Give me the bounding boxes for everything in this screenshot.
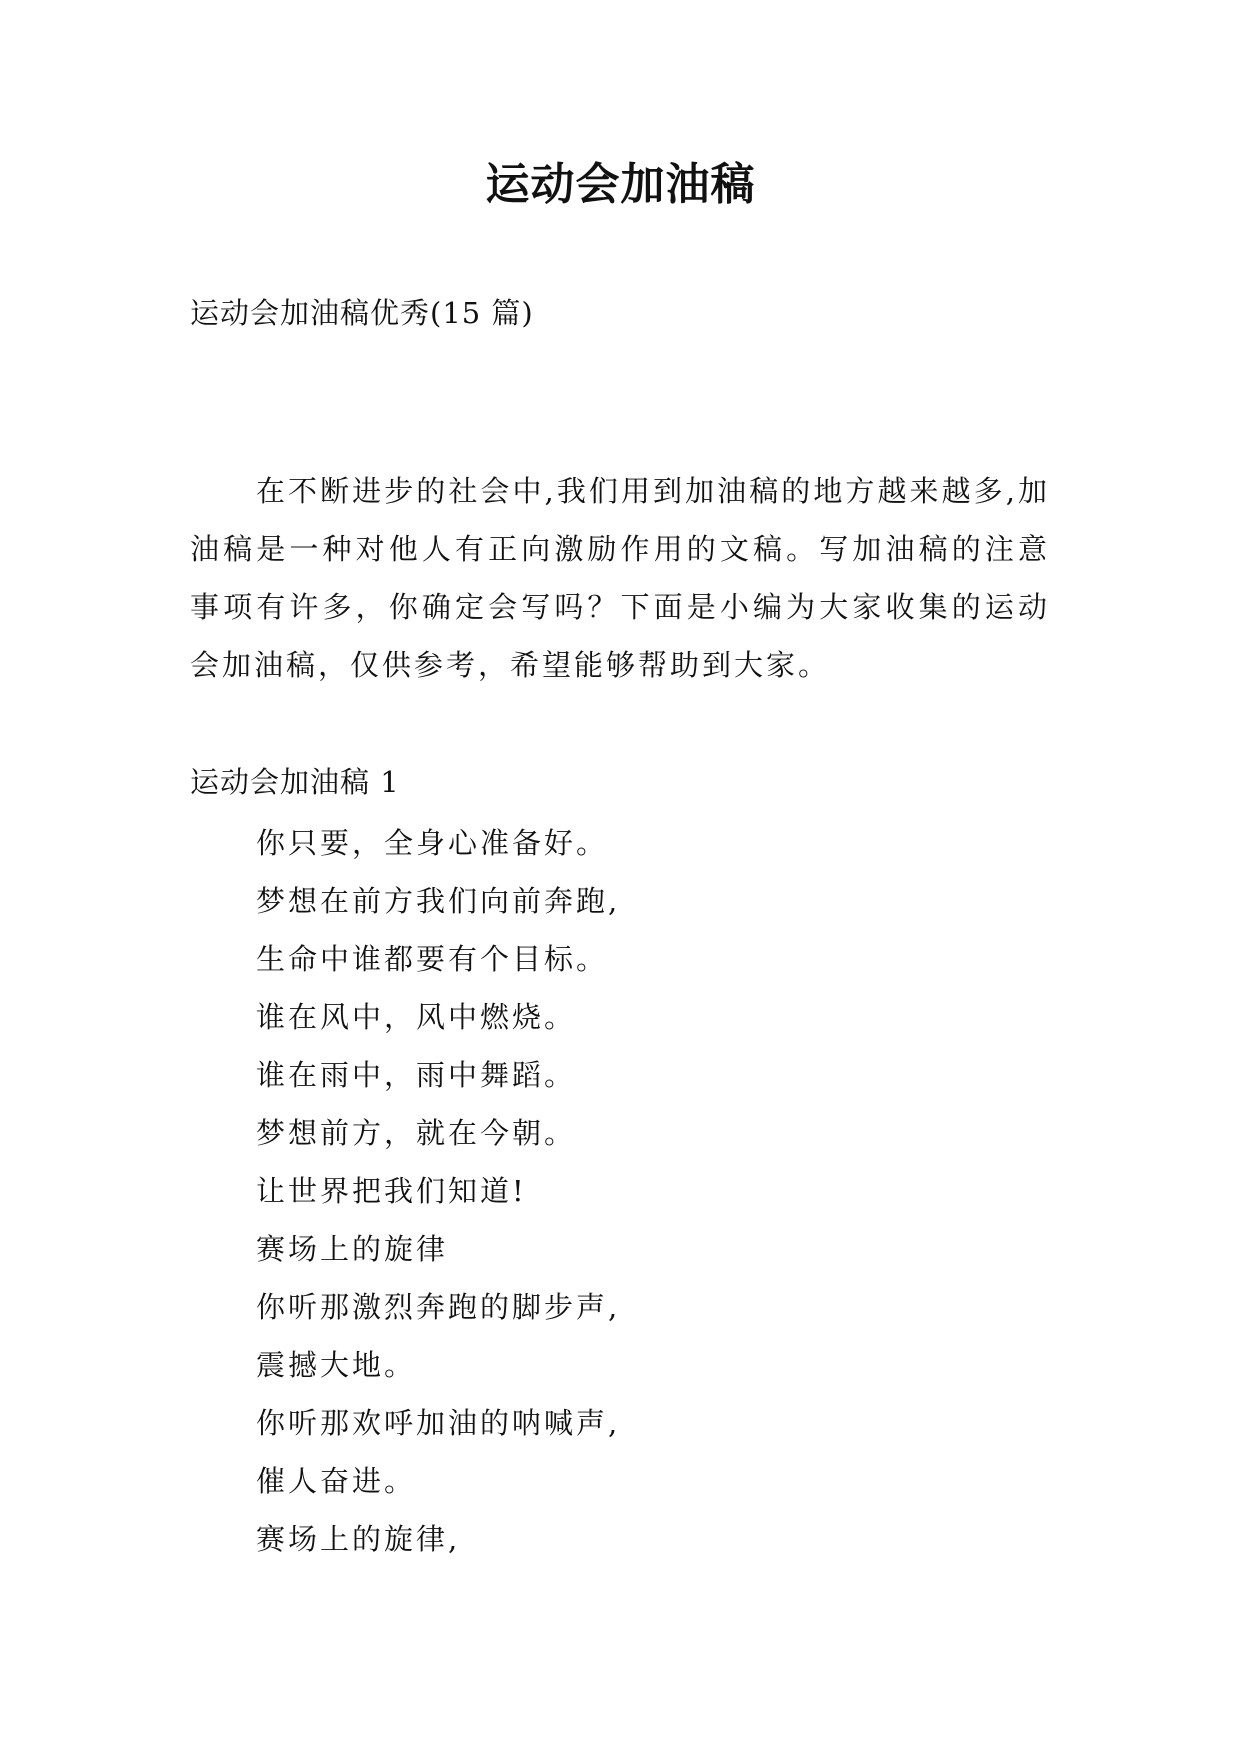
poem-line: 谁在风中，风中燃烧。 xyxy=(256,1000,577,1034)
poem-line: 让世界把我们知道! xyxy=(256,1174,527,1208)
poem-line: 生命中谁都要有个目标。 xyxy=(256,942,609,976)
poem-line: 梦想前方，就在今朝。 xyxy=(256,1116,577,1150)
poem-line: 梦想在前方我们向前奔跑, xyxy=(256,884,621,918)
poem-lines xyxy=(256,814,620,1568)
poem-line: 谁在雨中，雨中舞蹈。 xyxy=(256,1058,577,1092)
poem-line: 赛场上的旋律, xyxy=(256,1522,461,1556)
poem-line: 赛场上的旋律 xyxy=(256,1232,449,1266)
section-heading: 运动会加油稿 1 xyxy=(190,765,400,799)
poem-line: 你只要，全身心准备好。 xyxy=(256,826,609,860)
document-title: 运动会加油稿 xyxy=(485,159,756,210)
poem-line: 催人奋进。 xyxy=(256,1464,417,1498)
intro-paragraph: 在不断进步的社会中,我们用到加油稿的地方越来越多,加油稿是一种对他人有正向激励作用的文稿。写加油稿的注意事项有许多，你确定会写吗？下面是小编为大家收集的运动会加油稿，仅供参考，希望能够帮助到大家。 xyxy=(190,474,1050,682)
poem-line: 你听那欢呼加油的呐喊声, xyxy=(256,1406,621,1440)
poem-line: 你听那激烈奔跑的脚步声, xyxy=(256,1290,621,1324)
poem-line: 震撼大地。 xyxy=(256,1348,417,1382)
document-subtitle: 运动会加油稿优秀(15 篇) xyxy=(190,296,534,330)
